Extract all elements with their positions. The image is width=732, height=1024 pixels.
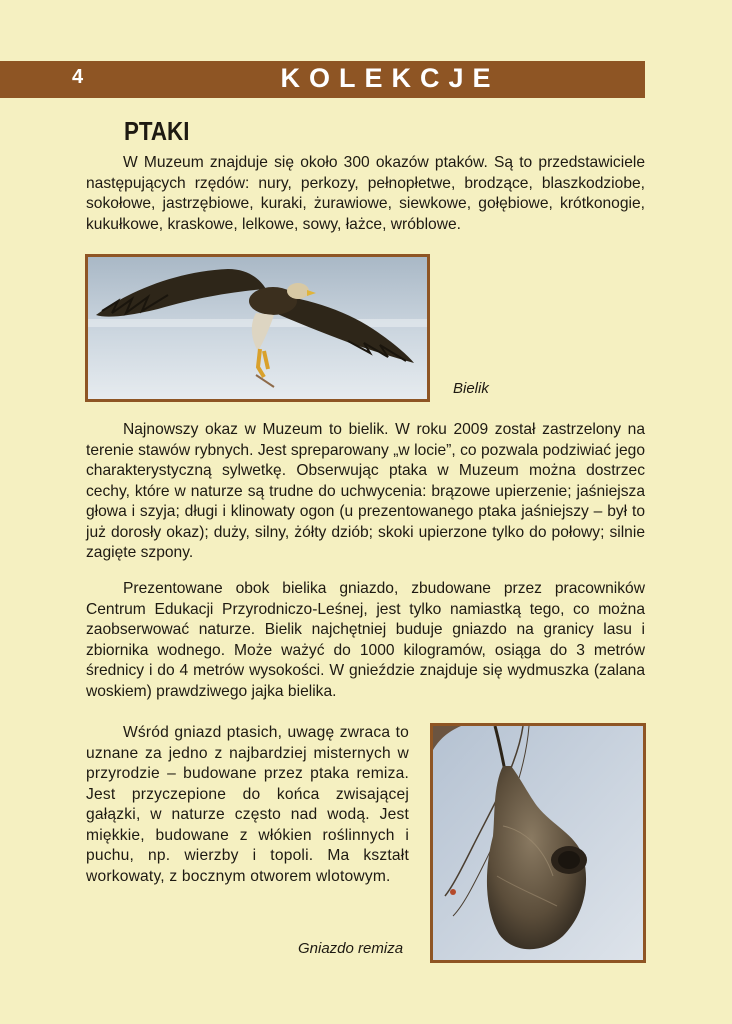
nest-caption: Gniazdo remiza [298,940,404,957]
intro-paragraph: W Muzeum znajduje się około 300 okazów ptaków. Są to przedstawiciele następujących rzędów: nury, perkozy, pełnopłetwe, brodzące, blaszkodziobe, sokołowe, jastrzębiowe, kuraki, żurawiowe, siewkowe, gołębiowe, krótkonogie, kukułkowe, kraskowe, lelkowe, sowy, łażce, wróblowe. [86,154,645,233]
section-title: KOLEKCJE [280,63,500,93]
nest-photo [430,723,646,963]
eagle-photo [85,254,430,402]
eagle-caption: Bielik [453,380,489,397]
nest-illustration [433,726,643,960]
page-heading: PTAKI [124,116,190,146]
remiz-paragraph: Wśród gniazd ptasich, uwagę zwraca to uznane za jedno z najbardziej misternych w przyrodzie – budowane przez ptaka remiza. Jest przyczepione do końca zwisającej gałązki, w naturze często nad wodą. Jest miękkie, budowane z włókien roślinnych i puchu, np. wierzby i topoli. Ma kształt workowaty, z bocznym otworem wlotowym. [86,724,409,885]
eagle-paragraph: Najnowszy okaz w Muzeum to bielik. W roku 2009 został zastrzelony na terenie stawów rybnych. Jest spreparowany „w locie”, co pozwala podziwiać jego charakterystyczną sylwetkę. Obserwując ptaka w Muzeum można dostrzec cechy, które w naturze są trudne do uchwycenia: brązowe upierzenie; jaśniejsza głowa i szyja; długi i klinowaty ogon (u prezentowanego ptaka jaśniejszy – był to już dorosły okaz); duży, silny, żółty dziób; skoki upierzone tylko do połowy; silnie zagięte szpony. [86,421,645,561]
eagle-illustration [88,257,427,399]
page-number: 4 [72,66,84,88]
eagle-nest-paragraph: Prezentowane obok bielika gniazdo, zbudowane przez pracowników Centrum Edukacji Przyrodniczo-Leśnej, jest tylko namiastką tego, co można zaobserwować naturze. Bielik najchętniej buduje gniazdo na granicy lasu i zbiornika wodnego. Może ważyć do 1000 kilogramów, osiąga do 3 metrów średnicy i do 4 metrów wysokości. W gnieździe znajduje się wydmuszka (zalana woskiem) prawdziwego jajka bielika. [86,580,645,700]
